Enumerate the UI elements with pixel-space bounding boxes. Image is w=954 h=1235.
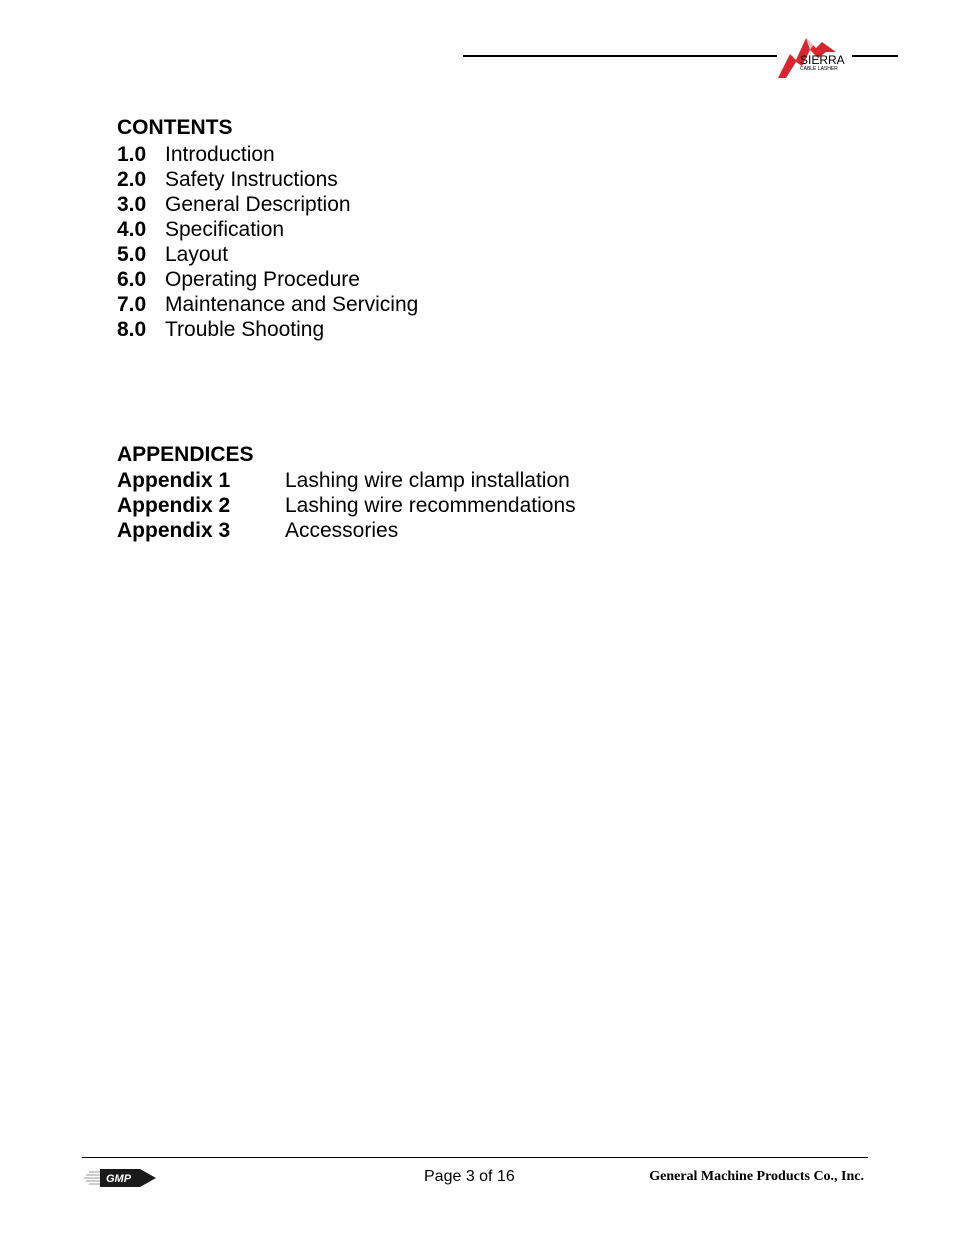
section-number: 5.0 — [117, 243, 147, 266]
section-number: 4.0 — [117, 218, 147, 241]
header-rule — [463, 55, 777, 57]
brand-word: SIERRA — [800, 53, 845, 67]
section-title: Layout — [165, 243, 229, 266]
list-item — [117, 493, 576, 518]
list-item — [117, 292, 418, 317]
header-rule-right — [852, 55, 898, 57]
section-number: 8.0 — [117, 318, 147, 341]
list-item — [117, 267, 418, 292]
appendix-title: Lashing wire recommendations — [285, 494, 576, 517]
section-number: 7.0 — [117, 293, 147, 316]
section-number: 6.0 — [117, 268, 147, 291]
footer-rule — [82, 1157, 868, 1158]
contents-list — [117, 142, 418, 342]
section-number: 1.0 — [117, 143, 147, 166]
appendices-heading: APPENDICES — [117, 443, 254, 466]
section-title: Safety Instructions — [165, 168, 338, 191]
gmp-logo-text: GMP — [106, 1173, 132, 1185]
list-item — [117, 217, 418, 242]
appendix-number: Appendix 1 — [117, 469, 231, 492]
section-title: Operating Procedure — [165, 268, 360, 291]
page-number: Page 3 of 16 — [424, 1168, 515, 1185]
brand-subtext: CABLE LASHER — [800, 66, 838, 72]
list-item — [117, 192, 418, 217]
list-item — [117, 242, 418, 267]
appendix-title: Lashing wire clamp installation — [285, 469, 570, 492]
section-title: Maintenance and Servicing — [165, 293, 419, 316]
gmp-logo-icon — [84, 1167, 158, 1189]
list-item — [117, 167, 418, 192]
contents-heading: CONTENTS — [117, 116, 233, 139]
appendix-number: Appendix 3 — [117, 519, 231, 542]
section-title: General Description — [165, 193, 351, 216]
list-item — [117, 518, 576, 543]
section-title: Trouble Shooting — [165, 318, 325, 341]
appendices-list — [117, 468, 576, 543]
section-number: 2.0 — [117, 168, 147, 191]
list-item — [117, 142, 418, 167]
section-title: Introduction — [165, 143, 275, 166]
company-name: General Machine Products Co., Inc. — [649, 1169, 864, 1184]
list-item — [117, 317, 418, 342]
section-number: 3.0 — [117, 193, 147, 216]
list-item — [117, 468, 576, 493]
section-title: Specification — [165, 218, 285, 241]
mountain-logo-icon — [776, 32, 856, 80]
appendix-number: Appendix 2 — [117, 494, 231, 517]
appendix-title: Accessories — [285, 519, 399, 542]
